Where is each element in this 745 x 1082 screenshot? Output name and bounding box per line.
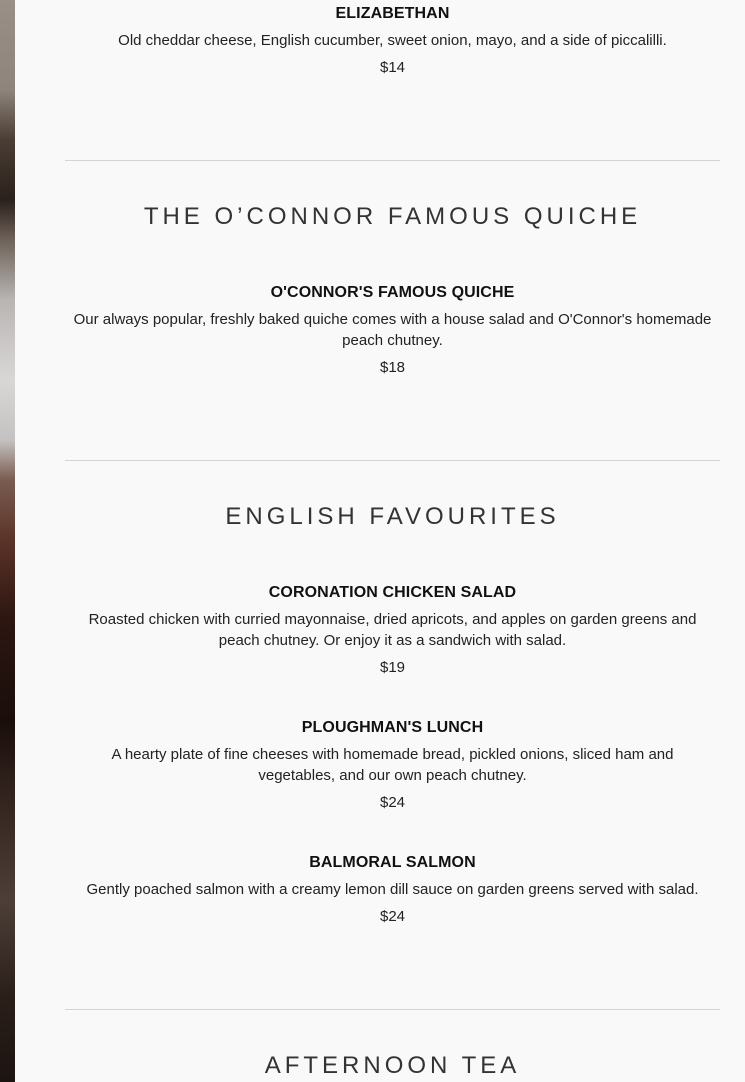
item-name: PLOUGHMAN'S LUNCH	[301, 719, 484, 736]
item-name: CORONATION CHICKEN SALAD	[268, 584, 517, 601]
section-title-english-favourites: ENGLISH FAVOURITES	[225, 503, 560, 530]
item-description: Old cheddar cheese, English cucumber, sweet onion, mayo, and a side of piccalilli.	[118, 32, 667, 49]
section-title-quiche: THE O’CONNOR FAMOUS QUICHE	[143, 203, 642, 230]
item-name: ELIZABETHAN	[335, 5, 450, 22]
item-price: $14	[379, 59, 406, 76]
item-name: BALMORAL SALMON	[309, 854, 476, 871]
section-divider	[65, 1009, 720, 1010]
item-price: $18	[379, 359, 406, 376]
item-description: A hearty plate of fine cheeses with homemade bread, pickled onions, sliced ham and vegetables, and our own peach chutney.	[111, 746, 674, 784]
background-photo-strip	[0, 0, 15, 1082]
item-price: $24	[379, 794, 406, 811]
item-price: $19	[379, 659, 406, 676]
section-divider	[65, 160, 720, 161]
item-price: $24	[379, 908, 406, 925]
item-description: Our always popular, freshly baked quiche comes with a house salad and O'Connor's homemade peach chutney.	[73, 311, 712, 349]
menu-item-balmoral-salmon	[65, 853, 720, 927]
section-divider	[65, 460, 720, 461]
section-title-afternoon-tea: AFTERNOON TEA	[264, 1052, 521, 1079]
item-description: Gently poached salmon with a creamy lemon dill sauce on garden greens served with salad.	[86, 881, 699, 898]
item-name: O'CONNOR'S FAMOUS QUICHE	[270, 284, 515, 301]
menu-item-coronation-chicken-salad	[65, 583, 720, 678]
menu-item-elizabethan	[65, 4, 720, 78]
menu-item-famous-quiche	[65, 283, 720, 378]
menu-item-ploughmans-lunch	[65, 718, 720, 813]
item-description: Roasted chicken with curried mayonnaise, dried apricots, and apples on garden greens and peach chutney. Or enjoy it as a sandwich with salad.	[88, 611, 697, 649]
